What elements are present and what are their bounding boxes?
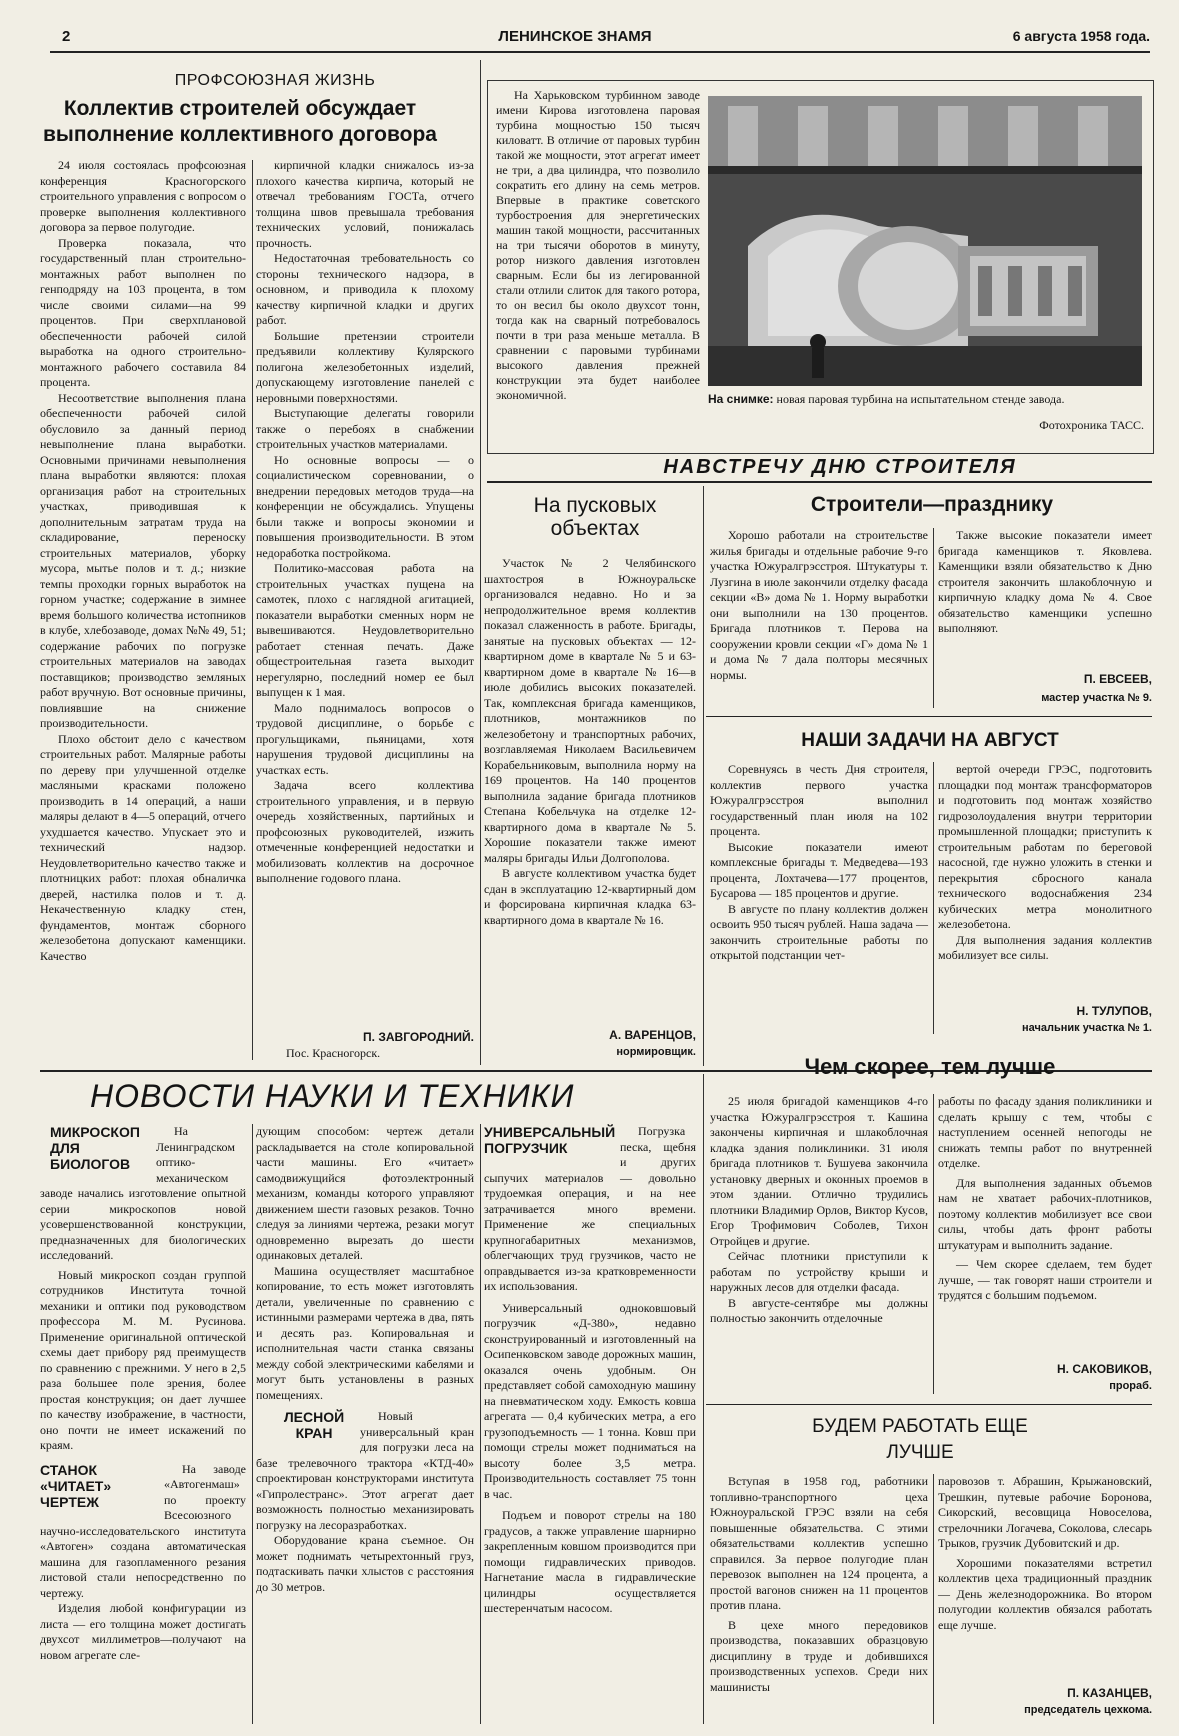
paragraph: Сейчас плотники приступили к работам по устройству крыши и наружных лесов для отделки фасада. bbox=[710, 1249, 928, 1294]
faster-column-1 bbox=[710, 1094, 928, 1398]
column-divider bbox=[703, 1074, 704, 1724]
paragraph: Проверка показала, что государственный план строительно-монтажных работ выполнен по генподряду на 103 процента, в том числе своими силами—на 99 процентов. При сверхплановой обеспеченности рабочей силой выработка на одного строительно-монтажного рабочего составила 84 процента. bbox=[40, 235, 246, 389]
column-divider bbox=[703, 486, 704, 1066]
science-column-2 bbox=[256, 1124, 474, 1724]
column-divider bbox=[252, 160, 253, 1060]
union-column-1 bbox=[40, 158, 246, 1062]
paragraph: Подъем и поворот стрелы на 180 градусов, а также управление шарнирно закрепленным ковшом производится при помощи гидравлических приводов. Нагнетание масла в гидравлические цилиндры осуществляется шестеренчатым насосом. bbox=[484, 1508, 696, 1615]
author-signature: П. ЗАВГОРОДНИЙ. bbox=[363, 1030, 474, 1044]
author-place: Пос. Красногорск. bbox=[286, 1046, 381, 1060]
column-divider bbox=[933, 1094, 934, 1394]
author-role: нормировщик. bbox=[616, 1046, 696, 1058]
author-signature: П. ЕВСЕЕВ, bbox=[1083, 672, 1152, 686]
rubric-rule bbox=[487, 481, 1152, 483]
caption-lead: На снимке: bbox=[708, 392, 774, 406]
paragraph: Но основные вопросы — о социалистическом соревновании, о внедрении передовых методов труда—на конференции не обсуждались. Упущены были также и вопросы экономии и повышения производительности. В этом недоработка постройкома. bbox=[256, 452, 474, 560]
paragraph: Машина осуществляет масштабное копирование, то есть может изготовлять детали, увеличенные по сравнению с истинными размерами чертежа в два, пять и десять раз. Копировальная и исполнительная части станка связаны между собой электрическими кабелями и могут быть установлены в разных помещениях. bbox=[256, 1263, 474, 1402]
column-divider bbox=[480, 1124, 481, 1724]
paragraph: 25 июля бригадой каменщиков 4-го участка Южуралгрэсстроя т. Кашина закончены кирпичная и шлакоблочная кладка здания поликлиники. 31 июля бригада плотников т. Бушуева закончила установку дверных и оконных проемов в этом здании. Отлично трудились плотники Владимир Орлов, Виктор Кусов, Егор Трофимович Соболев, Тихон Отройцев и другие. bbox=[710, 1094, 928, 1248]
paragraph: Для выполнения задания коллектив мобилизует все силы. bbox=[938, 932, 1152, 962]
column-divider bbox=[933, 1474, 934, 1724]
page-number: 2 bbox=[62, 28, 71, 45]
paragraph: На Ленинградском оптико-механическом заводе начались изготовление опытной серии микроскопов новой усовершенствованной конструкции, предназначенных для биологических исследований. bbox=[40, 1124, 246, 1262]
author-role: прораб. bbox=[1109, 1380, 1152, 1392]
paragraph: Универсальный одноковшовый погрузчик «Д-380», недавно сконструированный и изготовленный на Осипенковском заводе дорожных машин, оказался очень удобным. Он представляет собой самоходную машину на пневматическом ходу. Емкость ковша агрегата — 0,4 кубических метра, а его грузоподъемность — 1 тонна. Ковш при помощи стрелы может подниматься на высоту более 3,5 метра. Производительность составляет 75 тонн в час. bbox=[484, 1300, 696, 1501]
science-column-1 bbox=[40, 1124, 246, 1724]
column-divider bbox=[252, 1124, 253, 1724]
august-column-2 bbox=[938, 762, 1152, 998]
paragraph: Хорошими показателями встретил коллектив цеха традиционный праздник — День железнодорожника. Во втором полугодии коллектив обязался работать еще лучше. bbox=[938, 1555, 1152, 1632]
paragraph: Хорошо работали на строительстве жилья бригады и отдельные рабочие 9-го участка Южуралгрэсстроя. Штукатуры т. Лузгина в июле закончили отделку фасада секции «В» дома № 1. Норму выработки они выполнили на 130 процентов. Бригада плотников т. Перова на сооружении кровли секции «Г» дома № 1 и дома № 7 дала полторы месячных нормы. bbox=[710, 528, 928, 682]
start-objects-title: На пусковых объектах bbox=[533, 494, 657, 540]
machine-text-continued bbox=[256, 1124, 474, 1403]
loader-text bbox=[484, 1124, 696, 1617]
microscope-heading: МИКРОСКОП ДЛЯ БИОЛОГОВ bbox=[50, 1124, 140, 1172]
better-title: БУДЕМ РАБОТАТЬ ЕЩЕ ЛУЧШЕ bbox=[812, 1416, 1028, 1463]
paragraph: Соревнуясь в честь Дня строителя, коллектив первого участка Южуралгрэсстроя выполнил государственный план июля на 102 процента. bbox=[710, 762, 928, 838]
paragraph: Новый универсальный кран для погрузки леса на базе трелевочного трактора «КТД-40» спроектирован конструкторами института «Гипролестранс». Этот агрегат дает возможность полностью механизировать погрузку на лесоразработках. bbox=[256, 1409, 474, 1532]
paragraph: Мало поднималось вопросов о трудовой дисциплине, о борьбе с прогульщиками, пьяницами, хотя нарушения трудовой дисциплины на участках есть. bbox=[256, 700, 474, 777]
column-divider bbox=[933, 528, 934, 708]
science-column-3 bbox=[484, 1124, 696, 1724]
better-column-1 bbox=[710, 1474, 928, 1726]
builders-day-rubric: НАВСТРЕЧУ ДНЮ СТРОИТЕЛЯ bbox=[663, 456, 1017, 478]
section-rule bbox=[706, 716, 1152, 717]
start-objects-text bbox=[484, 556, 696, 1026]
author-signature: А. ВАРЕНЦОВ, bbox=[609, 1028, 696, 1042]
author-role: мастер участка № 9. bbox=[1041, 692, 1152, 704]
paragraph: — Чем скорее сделаем, тем будет лучше, — так говорят наши строители и трудятся с большим подъемом. bbox=[938, 1257, 1152, 1302]
photo-caption bbox=[708, 392, 1142, 407]
paragraph: Участок № 2 Челябинского шахтостроя в Южноуральске организовался недавно. Но и за непродолжительное время коллектив показал слаженность в работе. Бригады, занятые на пусковых объектах — 12-квартирном доме в квартале № 5 и 63-квартирном доме в квартале № 16—в июле добились высоких показателей. Так, комплексная бригада каменщиков, плотников, монтажников по железобетону и транспортных рабочих, возглавляемая Николаем Васильевичем Корабельниковым, выполнила норму на 169 процентов. На 140 процентов выполнила задание бригада плотников Степана Кобельчука на отделке 12-квартирного дома в квартале № 5. Хорошие показатели также имеют маляры бригады Ильи Долгополова. bbox=[484, 556, 696, 865]
union-column-2 bbox=[256, 158, 474, 1024]
faster-column-2 bbox=[938, 1094, 1152, 1354]
paragraph: Недостаточная требовательность со стороны технического надзора, в основном, и приводила к плохому качеству кирпичной кладки и других работ. bbox=[256, 251, 474, 327]
column-divider bbox=[480, 60, 481, 1065]
paragraph: Плохо обстоит дело с качеством строительных работ. Малярные работы по дереву при улучшенной отделке масляными красками положено производить в 14 операций, а наши маляры делают в 4—5 операций, отчего ухудшается качество. Упускает это и технический надзор. Неудовлетворительно качество также и плотницких работ: плохая обналичка дверей, настилка полов и т. д. Некачественную кладку стен, фундаментов, монтаж сборного железобетона допускают каменщики. Качество bbox=[40, 731, 246, 963]
turbine-image bbox=[708, 96, 1142, 386]
paragraph: На заводе «Автогенмаш» по проекту Всесоюзного научно-исследовательского института «Автоген» создана автоматическая машина для газопламенного резания листовой стали непосредственно по чертежу. bbox=[40, 1461, 246, 1600]
holiday-column-2 bbox=[938, 528, 1152, 658]
section-rubric: ПРОФСОЮЗНАЯ ЖИЗНЬ bbox=[174, 72, 376, 89]
microscope-text bbox=[40, 1124, 246, 1454]
newspaper-name: ЛЕНИНСКОЕ ЗНАМЯ bbox=[498, 28, 652, 45]
paragraph: Для выполнения заданных объемов нам не хватает рабочих-плотников, поэтому коллектив мобилизует все свои силы, чтобы дать фронт работы штукатурам и выполнить задание. bbox=[938, 1175, 1152, 1252]
author-role: председатель цехкома. bbox=[1024, 1704, 1152, 1716]
paragraph: кирпичной кладки снижалось из-за плохого качества кирпича, который не отвечал требованиям ГОСТа, отчего толщина швов превышала требования технических условий, понижалась прочность. bbox=[256, 158, 474, 250]
paragraph: Вступая в 1958 год, работники топливно-транспортного цеха Южноуральской ГРЭС взяли на себя повышенные обязательства. С этими обязательствами коллектив успешно справился. За первое полугодие план перевозок выполнен на 124 процента, а простой вагонов снижен на 11 процентов против плана. bbox=[710, 1474, 928, 1612]
better-column-2 bbox=[938, 1474, 1152, 1670]
paragraph: Высокие показатели имеют комплексные бригады т. Медведева—193 процента, Лохтачева—177 процентов, Бусарова — 185 процентов и другие. bbox=[710, 839, 928, 900]
caption-text: новая паровая турбина на испытательном стенде завода. bbox=[776, 392, 1065, 406]
paragraph: Изделия любой конфигурации из листа — его толщина может достигать двухсот миллиметров—получают на новом агрегате сле- bbox=[40, 1601, 246, 1662]
loader-heading: УНИВЕРСАЛЬНЫЙ ПОГРУЗЧИК bbox=[484, 1124, 616, 1156]
photo-credit: Фотохроника ТАСС. bbox=[1039, 418, 1144, 432]
turbine-text bbox=[496, 88, 700, 442]
holiday-column-1 bbox=[710, 528, 928, 718]
paragraph: Выступающие делегаты говорили также о перебоях в снабжении строительных участков материалами. bbox=[256, 406, 474, 451]
paragraph: Оборудование крана съемное. Он может поднимать четырехтонный груз, подтаскивать пачки хлыстов с расстояния до 30 метров. bbox=[256, 1533, 474, 1594]
issue-date: 6 августа 1958 года. bbox=[1012, 28, 1150, 44]
paragraph: Задача всего коллектива строительного управления, и в первую очередь хозяйственных, партийных и профсоюзных руководителей, изжить отмеченные конференцией недостатки и мобилизовать коллектив на досрочное выполнение годового плана. bbox=[256, 778, 474, 885]
paragraph: Политико-массовая работа на строительных участках пущена на самотек, плохо с наглядной агитацией, показатели выработки сменных норм не вывешиваются. Неудовлетворительно работает стенная печать. Даже общестроительная газета выходит нерегулярно, последний номер ее был выпущен к 1 мая. bbox=[256, 561, 474, 699]
author-signature: Н. ТУЛУПОВ, bbox=[1076, 1004, 1152, 1018]
paragraph: паровозов т. Абрашин, Крыжановский, Трешкин, путевые рабочие Боронова, Сикорский, весовщица Новоселова, стрелочники Логачева, Соколова, слесарь Трыков, грузчик Дубовитский и др. bbox=[938, 1474, 1152, 1550]
paragraph: 24 июля состоялась профсоюзная конференция Красногорского строительного управления с вопросом о проверке выполнения коллективного договора за первое полугодие. bbox=[40, 158, 246, 234]
paragraph: В августе коллективом участка будет сдан в эксплуатацию 12-квартирный дом и форсирована кирпичная кладка 63-квартирного дома в квартале № 16. bbox=[484, 866, 696, 927]
column-divider bbox=[933, 762, 934, 1034]
author-signature: П. КАЗАНЦЕВ, bbox=[1067, 1686, 1152, 1700]
paragraph: В августе-сентябре мы должны полностью закончить отделочные bbox=[710, 1295, 928, 1325]
paragraph: Также высокие показатели имеет бригада каменщиков т. Яковлева. Каменщики взяли обязательство к Дню строителя закончить шлакоблочную и кирпичную кладку дома № 4. Свое обязательство каменщики успешно выполняют. bbox=[938, 528, 1152, 635]
faster-title: Чем скорее, тем лучше bbox=[804, 1054, 1056, 1079]
paragraph: дующим способом: чертеж детали раскладывается на столе копировальной части машины. Его «читает» самодвижущийся фотоэлектронный механизм, команды которого управляют движением шести газовых резаков. Точно следуя за линиями чертежа, резаки могут одновременно вырезать до шести одинаковых деталей. bbox=[256, 1124, 474, 1262]
paragraph: работы по фасаду здания поликлиники и сделать крышу с тем, чтобы с наступлением осенней непогоды не снижать темпы работ по внутренней отделке. bbox=[938, 1094, 1152, 1170]
science-rubric: НОВОСТИ НАУКИ И ТЕХНИКИ bbox=[90, 1078, 575, 1114]
turbine-photo bbox=[708, 96, 1142, 386]
article-title: Коллектив строителей обсуждает выполнение коллективного договора bbox=[43, 97, 437, 146]
august-column-1 bbox=[710, 762, 928, 1038]
crane-heading: ЛЕСНОЙ КРАН bbox=[283, 1409, 345, 1441]
paragraph: Большие претензии строители предъявили коллективу Кулярского полигона железобетонных изделий, допускающему изготовление панелей с неровными поверхностями. bbox=[256, 328, 474, 405]
machine-heading: СТАНОК «ЧИТАЕТ» ЧЕРТЕЖ bbox=[40, 1461, 112, 1510]
paragraph: На Харьковском турбинном заводе имени Кирова изготовлена паровая турбина мощностью 150 тысяч киловатт. В отличие от паровых турбин такой же мощности, этот агрегат имеет не три, а два цилиндра, что позволило сократить его длину на семь метров. Впервые в практике советского турбостроения для энергетических машин такой мощности, рассчитанных на три тысячи оборотов в минуту, ротор низкого давления изготовлен сварным. Если бы из легированной стали отлили слиток для такого ротора, то он весил бы около двухсот тонн, тогда как на сварный потребовалось почти в три раза меньше металла. В сравнении с паровыми турбинами высокого давления прежней конструкции эта будет наиболее экономичной. bbox=[496, 88, 700, 402]
author-signature: Н. САКОВИКОВ, bbox=[1057, 1362, 1152, 1376]
paragraph: вертой очереди ГРЭС, подготовить площадки под монтаж трансформаторов и подготовить под монтаж хозяйство гидрозолоудаления внутри территории промышленной площадки; приступить к строительным работам по береговой насосной, где нужно уложить в стенки и перекрытия сбросного канала технического водоснабжения 234 кубических метра монолитного железобетона. bbox=[938, 762, 1152, 931]
holiday-title: Строители—празднику bbox=[810, 493, 1054, 516]
paragraph: Погрузка песка, щебня и других сыпучих материалов — довольно трудоемкая операция, и на нее затрачивается много времени. Применение же специальных крупногабаритных механизмов, облегчающих труд грузчиков, часто не оправдывается из-за кратковременности их использования. bbox=[484, 1124, 696, 1293]
masthead-rule bbox=[50, 51, 1150, 53]
masthead bbox=[40, 22, 1150, 50]
paragraph: Новый микроскоп создан группой сотрудников Института точной механики и оптики под руководством профессора М. М. Русинова. Применение оригинальной оптической схемы дает прибору ряд преимуществ по сравнению с прежними. У него в 2,5 раза большее поле зрения, более простая конструкция; он дает лучшее по качеству изображение, в частности, оно почти не имеет искажений по краям. bbox=[40, 1267, 246, 1452]
paragraph: Несоответствие выполнения плана обеспеченности рабочей силой обусловило за данный период невыполнение плана выработки. Основными причинами невыполнения плана выработки являются: плохая организация работ на строительных участках, приводившая к дополнительным затратам труда на складирование, переноску строительных материалов, уборку мусора, мытье полов и т. д.; низкие темпы проходки горных выработок на горном участке; содержание в зимнее время большого количества истопников в клубе, хлебозаводе, домах №№ 49, 51; содержание рабочих по погрузке строительных материалов на заводах поставщиков; производство земляных работ вручную. Вот основные причины, повлиявшие на снижение производительности. bbox=[40, 390, 246, 730]
august-title: НАШИ ЗАДАЧИ НА АВГУСТ bbox=[801, 730, 1059, 751]
author-role: начальник участка № 1. bbox=[1021, 1022, 1152, 1034]
paragraph: В цехе много передовиков производства, показавших образцовую дисциплину в труде и добившихся производственных успехов. Среди них машинисты bbox=[710, 1617, 928, 1694]
paragraph: В августе по плану коллектив должен освоить 950 тысяч рублей. Наша задача — закончить строительные работы по открытой подстанции чет- bbox=[710, 901, 928, 962]
section-rule bbox=[706, 1404, 1152, 1405]
